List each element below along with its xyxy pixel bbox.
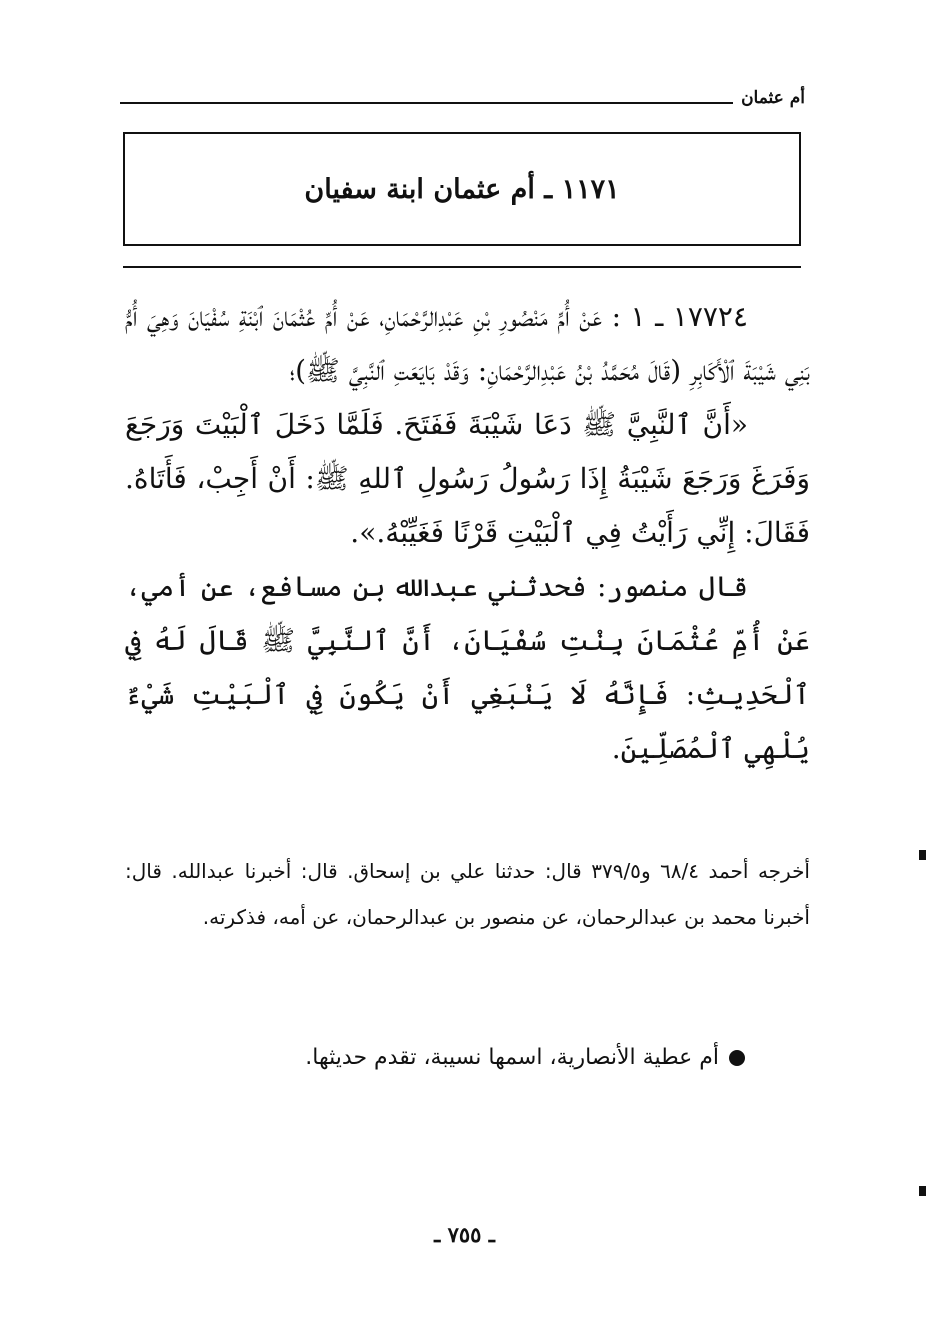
see-also-text: أم عطية الأنصارية، اسمها نسيبة، تقدم حديثها.	[305, 1045, 719, 1070]
hadith-isnad: ١٧٧٢٤ ـ ١ : عَنْ أُمِّ مَنْصُورِ بْنِ عَبْدِالرَّحْمَانِ، عَنْ أُمِّ عُثْمَانَ ٱبْنَةِ سُفْيَانَ وَهِيَ أُمُّ بَنِي شَيْبَةَ ٱلْأَكَابِرِ (قَالَ مُحَمَّدُ بْنُ عَبْدِالرَّحْمَانِ: وَقَدْ بَايَعَتِ ٱلنَّبِيَّ ﷺ)؛	[125, 300, 810, 387]
title-divider	[123, 266, 801, 268]
chapter-title-box	[123, 132, 801, 246]
bullet-icon	[729, 1050, 745, 1066]
see-also-entry	[125, 1038, 745, 1078]
hadith-matn: «أَنَّ ٱلنَّبِيَّ ﷺ دَعَا شَيْبَةَ فَفَتَحَ. فَلَمَّا دَخَلَ ٱلْبَيْتَ وَرَجَعَ وَفَرَغَ وَرَجَعَ شَيْبَةُ إِذَا رَسُولُ رَسُولِ ٱللهِ ﷺ: أَنْ أَجِبْ، فَأَتَاهُ. فَقَالَ: إِنِّي رَأَيْتُ فِي ٱلْبَيْتِ قَرْنًا فَغَيِّبْهُ.».	[125, 408, 810, 549]
chapter-title: ١١٧١ ـ أم عثمان ابنة سفيان	[304, 173, 620, 205]
running-header-text: أم عثمان	[741, 88, 805, 108]
running-header	[120, 78, 805, 108]
takhrij-footnote	[125, 848, 810, 940]
running-header-rule	[120, 102, 733, 104]
page-number: ـ ٧٥٥ ـ	[434, 1222, 495, 1247]
hadith-text	[125, 290, 810, 776]
hadith-addendum: قال منصور: فحدثني عبدالله بن مسافع، عن أمي، عَنْ أُمِّ عُثْمَانَ بِنْتِ سُفْيَانَ، أَنَّ ٱلنَّبِيَّ ﷺ قَالَ لَهُ فِي ٱلْحَدِيثِ: فَإِنَّهُ لَا يَنْبَغِي أَنْ يَكُونَ فِي ٱلْبَيْتِ شَيْءٌ يُلْهِي ٱلْمُصَلِّينَ.	[125, 570, 810, 765]
margin-mark-top	[919, 850, 926, 860]
takhrij-text: أخرجه أحمد ٦٨/٤ و٣٧٩/٥ قال: حدثنا علي بن إسحاق. قال: أخبرنا عبدالله. قال: أخبرنا محمد بن عبدالرحمان، عن منصور بن عبدالرحمان، عن أمه، فذكرته.	[125, 859, 810, 929]
margin-mark-bottom	[919, 1186, 926, 1196]
